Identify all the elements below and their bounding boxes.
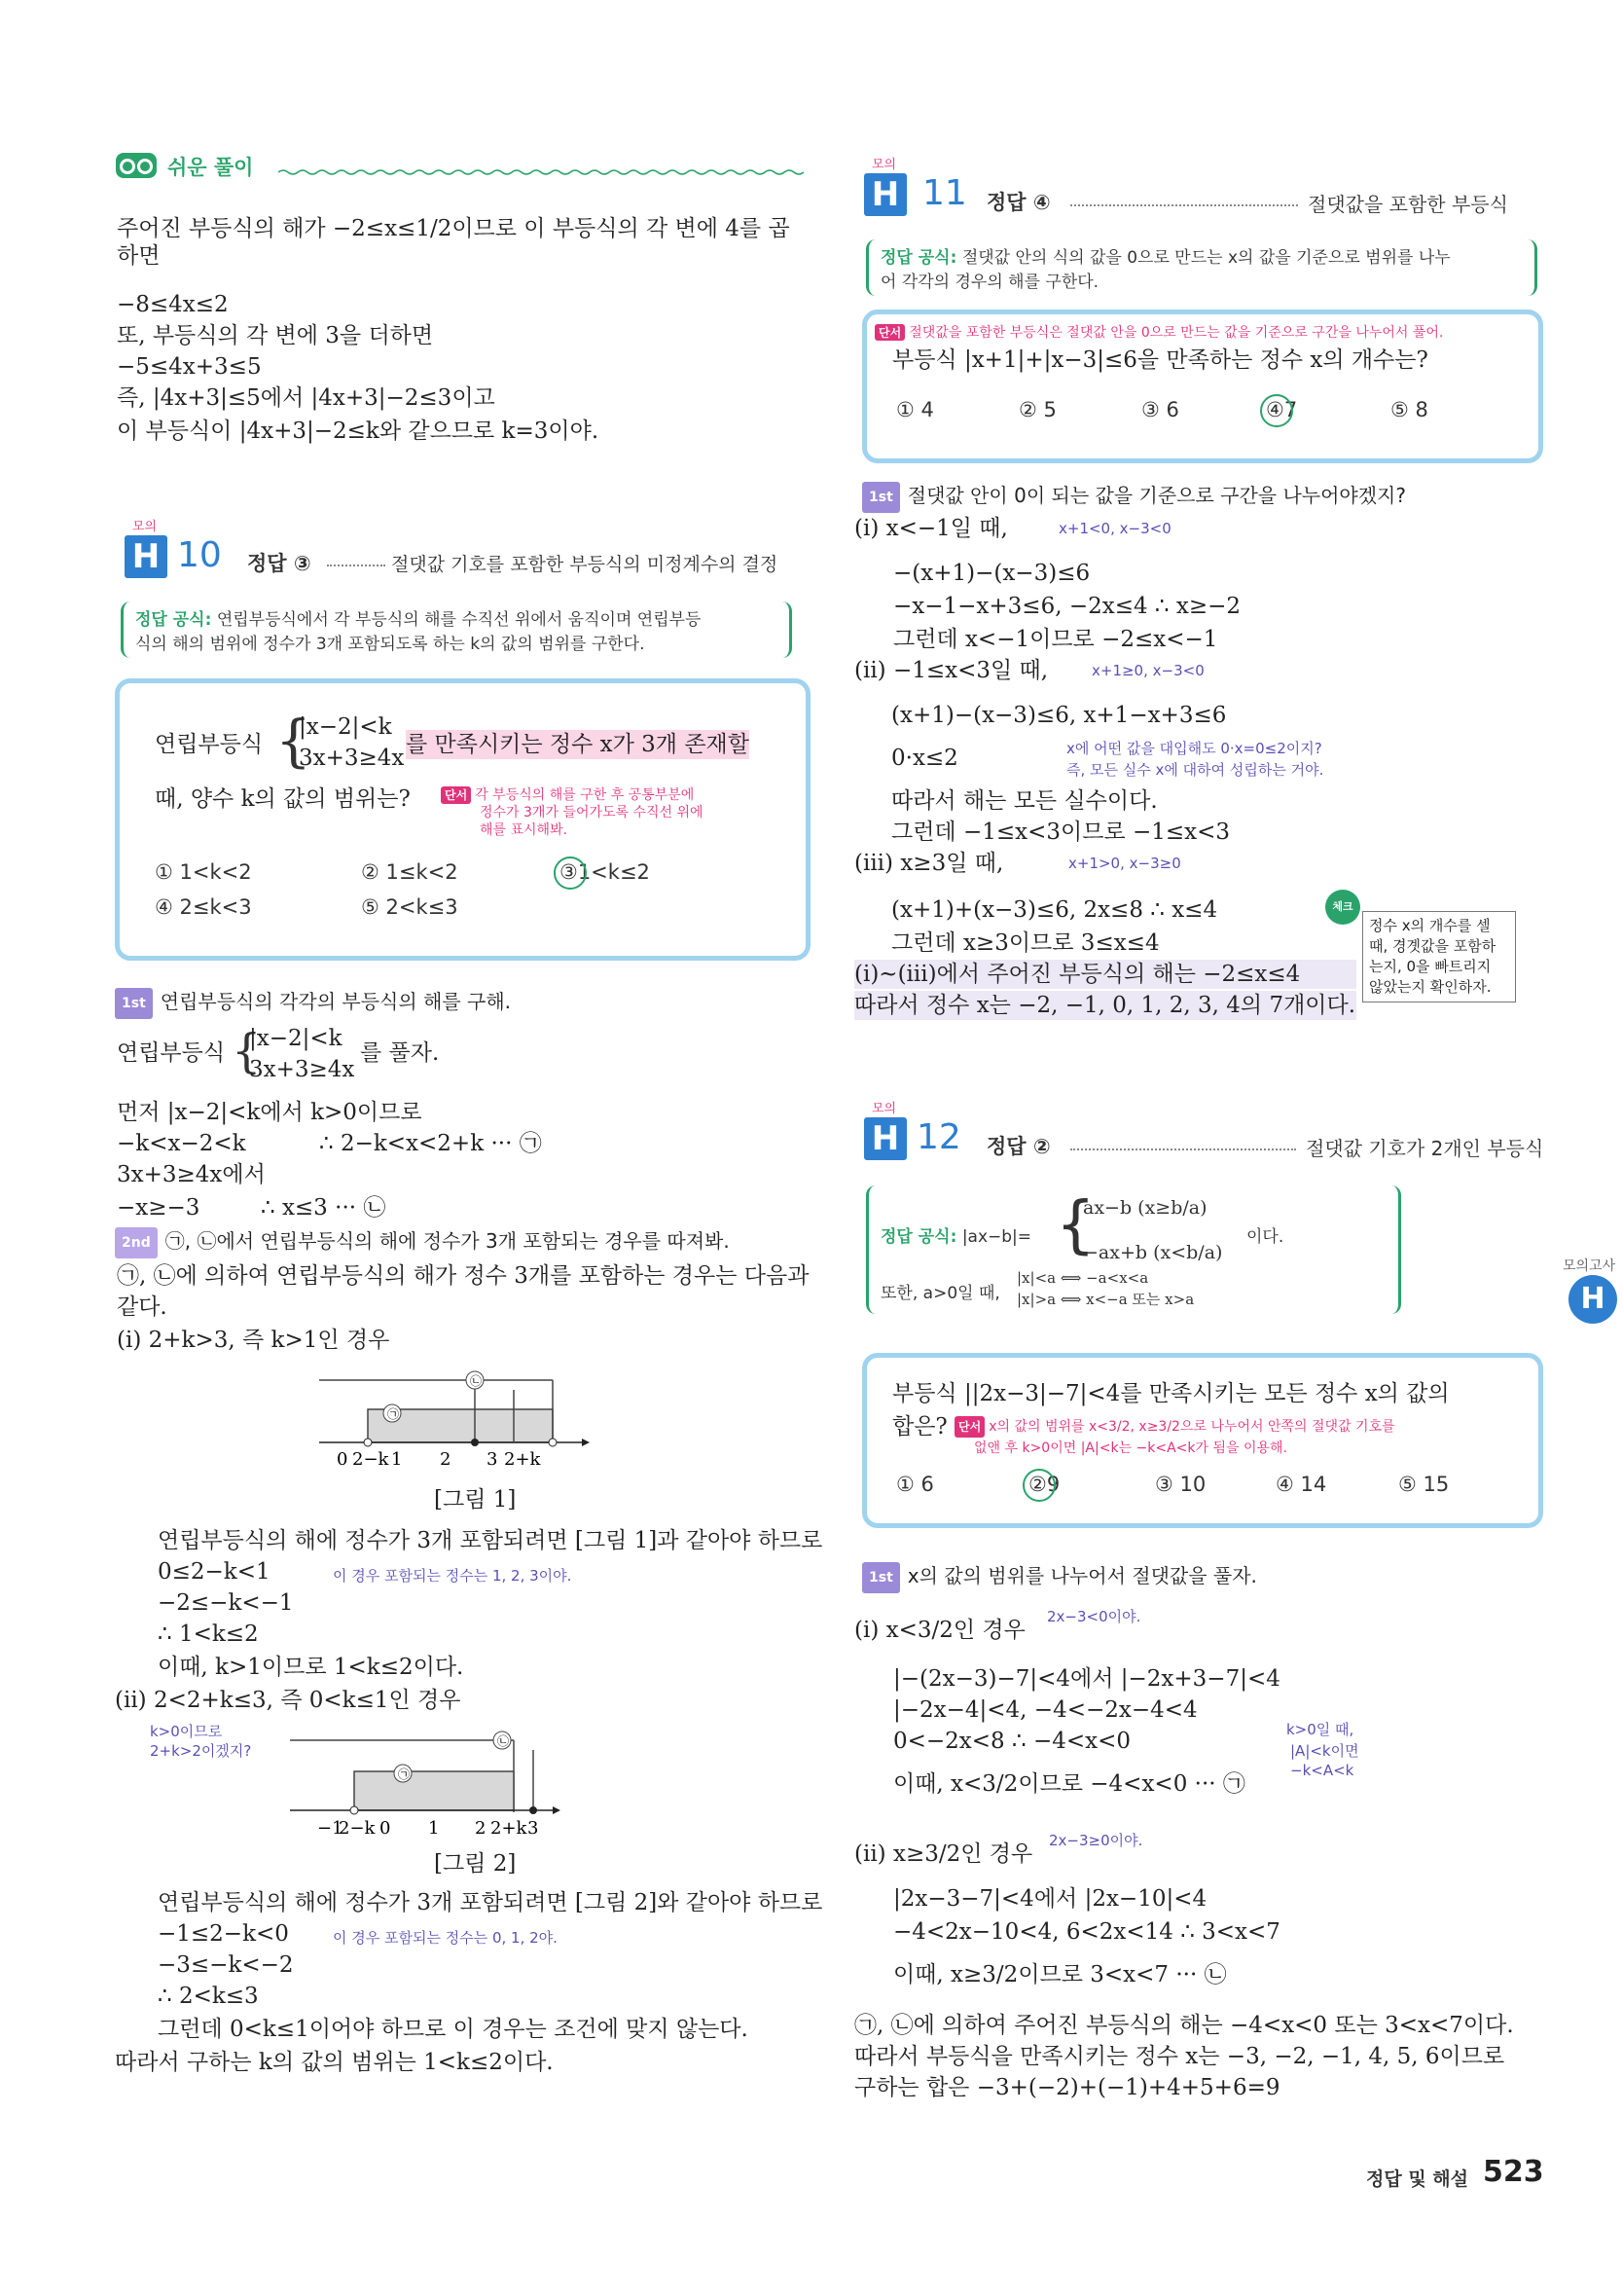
side-tab-badge[interactable]: H xyxy=(1568,1275,1617,1324)
easy-line: 주어진 부등식의 해가 −2≤x≤1/2이므로 이 부등식의 각 변에 4를 곱 xyxy=(117,216,790,241)
step-badge: 1st xyxy=(115,988,153,1019)
solution-line: ∴ 2−k<x<2+k ··· ㉠ xyxy=(319,1131,542,1156)
solution-line: −x≥−3 xyxy=(117,1195,200,1221)
solution-line: −(x+1)−(x−3)≤6 xyxy=(893,561,1091,586)
easy-line: −5≤4x+3≤5 xyxy=(117,354,262,380)
mock-exam-label: 모의 xyxy=(132,520,158,534)
side-note: x+1<0, x−3<0 xyxy=(1059,520,1171,537)
formula-text: |x|>a ⟺ x<−a 또는 x>a xyxy=(1017,1291,1195,1308)
choice-label: ④7 xyxy=(1266,398,1298,421)
solution-line: −x−1−x+3≤6, −2x≤4 ∴ x≥−2 xyxy=(893,594,1242,619)
solution-line: 그런데 −1≤x<3이므로 −1≤x<3 xyxy=(891,820,1231,845)
solution-line: 0<−2x<8 ∴ −4<x<0 xyxy=(893,1729,1131,1754)
side-note: x에 어떤 값을 대입해도 0·x=0≤2이지? xyxy=(1066,740,1322,757)
choice-5[interactable]: ⑤ 2<k≤3 xyxy=(361,895,458,919)
side-note: 이 경우 포함되는 정수는 0, 1, 2야. xyxy=(333,1929,558,1947)
problem-topic: 절댓값을 포함한 부등식 xyxy=(1308,193,1508,216)
solution-line: (ii) x≥3/2인 경우 xyxy=(854,1841,1033,1867)
problem-badge: H xyxy=(864,1117,907,1160)
question-text: 때, 양수 k의 값의 범위는? xyxy=(155,786,411,812)
solution-line: −k<x−2<k xyxy=(117,1131,246,1156)
mock-exam-label: 모의 xyxy=(872,158,897,172)
answer-formula xyxy=(866,1185,1401,1314)
question-text: 합은? xyxy=(892,1414,948,1440)
tick-label: 2 xyxy=(475,1818,487,1839)
choice-2[interactable]: ② 1≤k<2 xyxy=(361,860,458,884)
figure-caption: [그림 1] xyxy=(434,1487,517,1512)
check-line: 정수 x의 개수를 셀 xyxy=(1369,917,1491,934)
tick-label: 0 xyxy=(337,1449,348,1470)
choice-4-correct[interactable] xyxy=(1266,398,1297,421)
solution-line: (x+1)−(x−3)≤6, x+1−x+3≤6 xyxy=(891,703,1227,728)
solution-line: 따라서 구하는 k의 값의 범위는 1<k≤2이다. xyxy=(115,2050,554,2075)
solution-line: 구하는 합은 −3+(−2)+(−1)+4+5+6=9 xyxy=(854,2075,1280,2100)
axis-arrow xyxy=(582,1439,590,1446)
choice-3[interactable]: ③ 6 xyxy=(1141,398,1179,421)
formula-text: 또한, a>0일 때, xyxy=(881,1284,1000,1303)
step-heading xyxy=(862,1561,1257,1593)
formula-text: 절댓값 안의 식의 값을 0으로 만드는 x의 값을 기준으로 범위를 나누 xyxy=(961,248,1451,268)
formula-text: 식의 해의 범위에 정수가 3개 포함되도록 하는 k의 값의 범위를 구한다. xyxy=(135,635,645,654)
check-note xyxy=(1362,911,1516,1002)
question-text: 연립부등식 xyxy=(155,732,264,757)
easy-line: −8≤4x≤2 xyxy=(117,292,229,317)
choice-1[interactable]: ① 1<k<2 xyxy=(155,860,252,884)
solution-line: −3≤−k<−2 xyxy=(158,1952,294,1978)
hint-line: 정수가 3개가 들어가도록 수직선 위에 xyxy=(480,805,703,820)
axis-arrow xyxy=(553,1806,560,1814)
step-badge: 2nd xyxy=(115,1227,158,1258)
dotted-leader xyxy=(1070,204,1298,206)
answer-label: 정답 ④ xyxy=(987,191,1051,214)
side-tab-label: 모의고사 xyxy=(1563,1258,1616,1274)
formula-label: 정답 공식: xyxy=(135,610,212,630)
question-line: 부등식 |x+1|+|x−3|≤6을 만족하는 정수 x의 개수는? xyxy=(892,347,1428,373)
question-text xyxy=(892,346,1428,375)
formula-text: 이다. xyxy=(1246,1227,1284,1247)
hint-line: x의 값의 범위를 x<3/2, x≥3/2으로 나누어서 안쪽의 절댓값 기호를 xyxy=(989,1419,1395,1435)
figure-caption: [그림 2] xyxy=(434,1851,517,1877)
solution-line: ∴ 1<k≤2 xyxy=(158,1622,259,1647)
problem-badge: H xyxy=(125,535,167,578)
hint-line: 해를 표시해봐. xyxy=(480,822,568,838)
interval-shade xyxy=(354,1771,514,1810)
solution-line: −2≤−k<−1 xyxy=(158,1590,294,1616)
choice-1[interactable]: ① 4 xyxy=(896,398,934,421)
solution-line: ㉠, ㉡에 의하여 연립부등식의 해가 정수 3개를 포함하는 경우는 다음과 xyxy=(117,1263,810,1289)
tick-label: 2−k xyxy=(352,1449,389,1470)
solution-line: (ii) −1≤x<3일 때, xyxy=(854,658,1049,683)
hint xyxy=(441,786,703,839)
step-heading xyxy=(115,987,511,1019)
step-badge: 1st xyxy=(862,482,900,513)
tick-label: 1 xyxy=(428,1818,440,1839)
easy-solution-title: 쉬운 풀이 xyxy=(167,156,254,179)
step-title: ㉠, ㉡에서 연립부등식의 해에 정수가 3개 포함되는 경우를 따져봐. xyxy=(164,1229,730,1253)
brace: { xyxy=(232,1024,262,1078)
step-title: 절댓값 안이 0이 되는 값을 기준으로 구간을 나누어야겠지? xyxy=(907,484,1406,507)
problem-topic: 절댓값 기호가 2개인 부등식 xyxy=(1306,1137,1544,1160)
solution-line: 그런데 x<−1이므로 −2≤x<−1 xyxy=(893,627,1218,652)
solution-line: 3x+3≥4x에서 xyxy=(117,1162,266,1187)
answer-circle-icon xyxy=(1260,394,1293,427)
check-line: 는지, 0을 빠트리지 xyxy=(1369,958,1492,975)
formula-case: ax−b (x≥b/a) xyxy=(1083,1197,1207,1219)
step-heading xyxy=(862,481,1406,513)
step-title: 연립부등식의 각각의 부등식의 해를 구해. xyxy=(160,990,512,1013)
hint-line: 없앤 후 k>0이면 |A|<k는 −k<A<k가 됨을 이용해. xyxy=(974,1440,1288,1456)
solution-line: |−(2x−3)−7|<4에서 |−2x+3−7|<4 xyxy=(893,1666,1280,1692)
choice-2[interactable]: ② 5 xyxy=(1019,398,1057,421)
side-note: |A|<k이면 xyxy=(1290,1742,1359,1760)
formula-case: −ax+b (x<b/a) xyxy=(1083,1242,1223,1263)
choice-3[interactable]: ③ 10 xyxy=(1155,1473,1207,1496)
hint-line: 각 부등식의 해를 구한 후 공통부분에 xyxy=(475,787,695,803)
problem-number: 11 xyxy=(922,173,967,213)
page-number: 523 xyxy=(1483,2155,1544,2189)
side-note: 2x−3<0이야. xyxy=(1047,1608,1141,1625)
easy-line: 이 부등식이 |4x+3|−2≤k와 같으므로 k=3이야. xyxy=(117,419,599,444)
question-text: 를 만족시키는 정수 x가 3개 존재할 xyxy=(406,732,749,757)
answer-circle-icon xyxy=(554,856,587,890)
number-line-figure-2 xyxy=(290,1723,757,1849)
easy-line: 하면 xyxy=(117,243,161,269)
solution-line: 3x+3≥4x xyxy=(249,1057,355,1082)
problem-badge: H xyxy=(864,173,907,216)
choice-4[interactable]: ④ 14 xyxy=(1276,1473,1327,1496)
formula-text: |ax−b|= xyxy=(961,1227,1032,1247)
side-note: x+1>0, x−3≥0 xyxy=(1068,855,1181,872)
answer-label: 정답 ② xyxy=(987,1135,1051,1158)
answer-label: 정답 ③ xyxy=(247,552,311,575)
choice-label: ③1<k≤2 xyxy=(559,860,650,884)
easy-line: 또, 부등식의 각 변에 3을 더하면 xyxy=(117,323,434,348)
marker-a: ㉠ xyxy=(387,1407,400,1421)
check-icon: 체크 xyxy=(1325,890,1360,925)
step-title: x의 값의 범위를 나누어서 절댓값을 풀자. xyxy=(907,1564,1257,1587)
solution-line: 따라서 정수 x는 −2, −1, 0, 1, 2, 3, 4의 7개이다. xyxy=(854,993,1356,1018)
question-box xyxy=(862,1353,1543,1528)
dotted-leader xyxy=(1070,1148,1296,1150)
hint-text: 절댓값을 포함한 부등식은 절댓값 안을 0으로 만드는 값을 기준으로 구간을 나누어서 풀어. xyxy=(909,325,1444,341)
number-line-figure-1 xyxy=(319,1363,767,1479)
problem-number: 10 xyxy=(177,535,222,575)
solution-line: 를 풀자. xyxy=(360,1040,440,1066)
check-line: 않았는지 확인하자. xyxy=(1369,978,1492,996)
solution-line: 먼저 |x−2|<k에서 k>0이므로 xyxy=(117,1100,422,1125)
solution-line: 0≤2−k<1 xyxy=(158,1559,270,1585)
question-text: 부등식 ||2x−3|−7|<4를 만족시키는 모든 정수 x의 값의 xyxy=(892,1381,1450,1406)
solution-line: (i) 2+k>3, 즉 k>1인 경우 xyxy=(117,1328,390,1353)
brace: { xyxy=(1056,1189,1096,1261)
question-box xyxy=(862,310,1543,463)
inequality-a: |x−2|<k xyxy=(299,714,392,740)
solution-line: ∴ x≤3 ··· ㉡ xyxy=(261,1195,386,1221)
wavy-divider xyxy=(278,162,804,169)
marker-a: ㉠ xyxy=(398,1768,411,1781)
solution-line: (i) x<3/2인 경우 xyxy=(854,1618,1026,1643)
solution-line: 연립부등식 xyxy=(117,1040,226,1066)
solution-line: |−2x−4|<4, −4<−2x−4<4 xyxy=(893,1697,1198,1723)
tick-label: 2−k xyxy=(339,1818,376,1839)
solution-line: (ii) 2<2+k≤3, 즉 0<k≤1인 경우 xyxy=(115,1688,461,1713)
choice-5[interactable]: ⑤ 8 xyxy=(1390,398,1428,421)
choice-5[interactable]: ⑤ 15 xyxy=(1398,1473,1450,1496)
hint xyxy=(955,1416,1395,1459)
choice-4[interactable]: ④ 2≤k<3 xyxy=(155,895,252,919)
solution-line: 따라서 부등식을 만족시키는 정수 x는 −3, −2, −1, 4, 5, 6이므로 xyxy=(854,2044,1505,2069)
mock-exam-label: 모의 xyxy=(872,1102,897,1116)
solution-line: 0·x≤2 xyxy=(891,746,958,771)
solution-line: −1≤2−k<0 xyxy=(158,1921,289,1947)
solution-line: (iii) x≥3일 때, xyxy=(854,851,1004,876)
problem-topic: 절댓값 기호를 포함한 부등식의 미정계수의 결정 xyxy=(391,554,778,575)
formula-text: 어 각각의 경우의 해를 구한다. xyxy=(881,273,1099,292)
step-badge: 1st xyxy=(862,1562,900,1593)
side-note: 이 경우 포함되는 정수는 1, 2, 3이야. xyxy=(333,1567,572,1585)
brace: { xyxy=(275,708,311,774)
side-note: 2x−3≥0이야. xyxy=(1049,1832,1143,1849)
check-line: 때, 경곗값을 포함하 xyxy=(1369,937,1496,955)
solution-line: 이때, x<3/2이므로 −4<x<0 ··· ㉠ xyxy=(893,1771,1245,1797)
problem-number: 12 xyxy=(917,1117,961,1157)
tick-label: 2+k xyxy=(490,1818,527,1839)
answer-circle-icon xyxy=(1023,1469,1056,1502)
inequality-b: 3x+3≥4x xyxy=(299,746,405,771)
tick-label: 3 xyxy=(527,1818,539,1839)
tick-label: 0 xyxy=(379,1818,391,1839)
tick-label: 2+k xyxy=(504,1449,541,1470)
solution-line: 따라서 해는 모든 실수이다. xyxy=(891,788,1158,814)
formula-label: 정답 공식: xyxy=(881,1227,957,1247)
side-note: 즉, 모든 실수 x에 대하여 성립하는 거야. xyxy=(1066,761,1324,779)
side-note: −k<A<k xyxy=(1290,1762,1354,1779)
easy-line: 즉, |4x+3|≤5에서 |4x+3|−2≤3이고 xyxy=(117,385,495,411)
solution-line: ∴ 2<k≤3 xyxy=(158,1984,259,2009)
hint-tag: 단서 xyxy=(875,324,905,341)
tick-label: 2 xyxy=(440,1449,451,1470)
marker-b: ㉡ xyxy=(470,1374,483,1388)
tick-label: 1 xyxy=(391,1449,403,1470)
solution-line: 그런데 x≥3이므로 3≤x≤4 xyxy=(891,930,1160,956)
solution-line: |x−2|<k xyxy=(249,1026,342,1051)
side-note: k>0일 때, xyxy=(1286,1721,1354,1738)
solution-line: (x+1)+(x−3)≤6, 2x≤8 ∴ x≤4 xyxy=(891,897,1218,923)
choice-label: ②9 xyxy=(1028,1473,1061,1496)
tick-label: −1 xyxy=(317,1818,343,1839)
tick-label: 3 xyxy=(487,1449,498,1470)
binoculars-icon xyxy=(115,151,158,178)
side-note: 2+k>2이겠지? xyxy=(150,1742,252,1760)
side-note: k>0이므로 xyxy=(150,1723,223,1740)
footer-label: 정답 및 해설 xyxy=(1366,2168,1468,2190)
choice-3-correct[interactable] xyxy=(559,860,650,884)
solution-line: 그런데 0<k≤1이어야 하므로 이 경우는 조건에 맞지 않는다. xyxy=(158,2017,748,2042)
solution-line: ㉠, ㉡에 의하여 주어진 부등식의 해는 −4<x<0 또는 3<x<7이다. xyxy=(854,2013,1514,2038)
solution-line: 이때, k>1이므로 1<k≤2이다. xyxy=(158,1655,464,1680)
side-note: x+1≥0, x−3<0 xyxy=(1092,662,1205,679)
marker-b: ㉡ xyxy=(497,1734,510,1748)
hint-tag: 단서 xyxy=(955,1416,985,1438)
formula-text: |x|<a ⟺ −a<x<a xyxy=(1017,1269,1149,1287)
formula-label: 정답 공식: xyxy=(881,248,957,268)
choice-1[interactable]: ① 6 xyxy=(896,1473,934,1496)
solution-line: 같다. xyxy=(117,1294,167,1320)
answer-formula xyxy=(866,239,1537,296)
dotted-leader xyxy=(327,565,385,566)
solution-line: −4<2x−10<4, 6<2x<14 ∴ 3<x<7 xyxy=(893,1919,1280,1945)
question-box xyxy=(115,678,811,961)
hint xyxy=(875,322,1443,342)
solution-line: 연립부등식의 해에 정수가 3개 포함되려면 [그림 1]과 같아야 하므로 xyxy=(158,1528,823,1553)
hint-tag: 단서 xyxy=(441,786,471,804)
solution-line: 연립부등식의 해에 정수가 3개 포함되려면 [그림 2]와 같아야 하므로 xyxy=(158,1890,823,1915)
solution-line: |2x−3−7|<4에서 |2x−10|<4 xyxy=(893,1886,1207,1912)
formula-text: 연립부등식에서 각 부등식의 해를 수직선 위에서 움직이며 연립부등 xyxy=(216,610,702,630)
solution-line: (i) x<−1일 때, xyxy=(854,516,1008,541)
choice-2-correct[interactable] xyxy=(1028,1473,1060,1496)
step-heading xyxy=(115,1226,730,1258)
answer-formula xyxy=(121,601,792,658)
solution-line: (i)~(iii)에서 주어진 부등식의 해는 −2≤x≤4 xyxy=(854,960,1356,989)
solution-line: 이때, x≥3/2이므로 3<x<7 ··· ㉡ xyxy=(893,1962,1227,1987)
